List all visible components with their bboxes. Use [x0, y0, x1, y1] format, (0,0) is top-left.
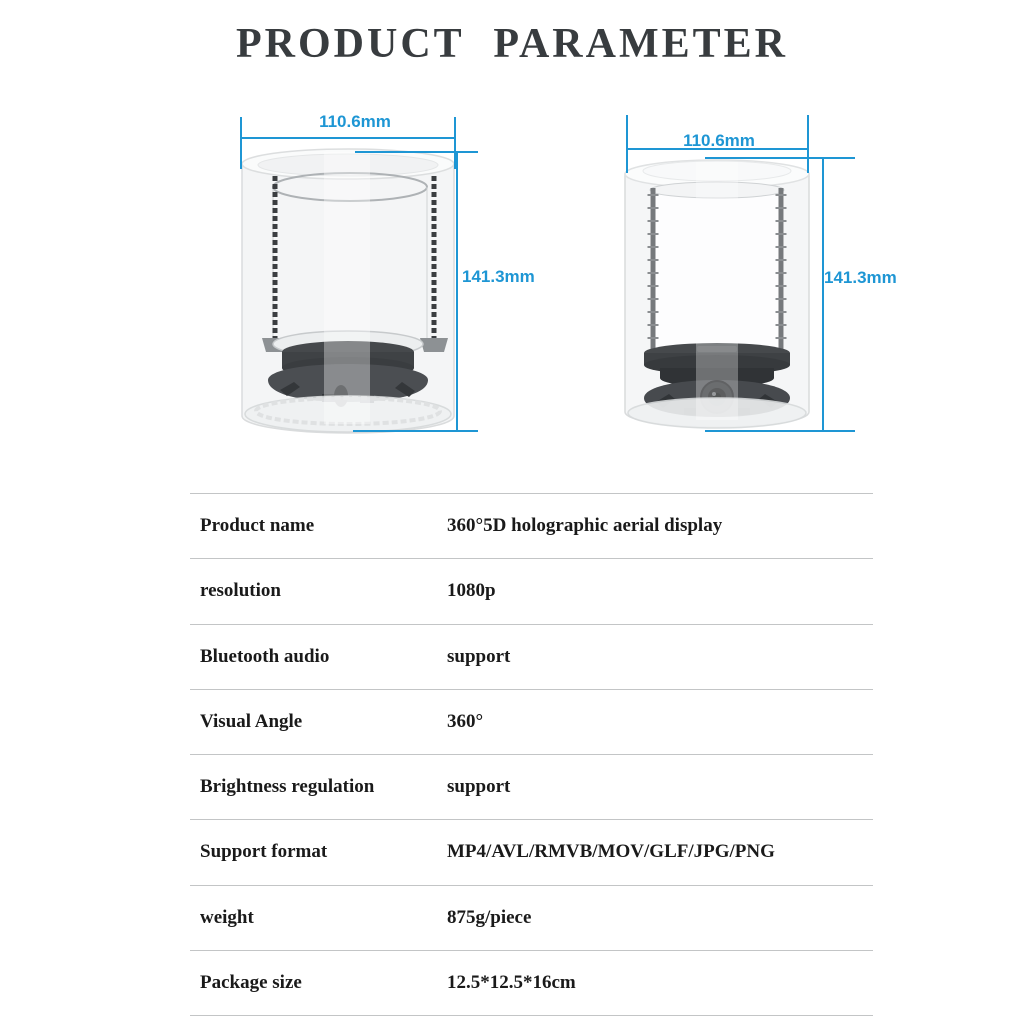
- spec-row-bluetooth-audio: [190, 625, 873, 690]
- spec-label: resolution: [200, 580, 281, 602]
- dim-line: [456, 151, 458, 432]
- spec-table: [190, 493, 873, 1016]
- spec-value: 875g/piece: [447, 906, 532, 928]
- dim-line: [240, 137, 456, 139]
- spec-label: Brightness regulation: [200, 776, 375, 798]
- spec-label: Bluetooth audio: [200, 645, 330, 667]
- spec-row-visual-angle: [190, 690, 873, 755]
- spec-label: weight: [200, 906, 254, 928]
- spec-label: Visual Angle: [200, 710, 303, 732]
- spec-row-brightness-regulation: [190, 755, 873, 820]
- spec-row-support-format: [190, 820, 873, 885]
- dim-height-right-label: 141.3mm: [824, 268, 897, 287]
- spec-value: 360°5D holographic aerial display: [447, 515, 723, 537]
- dim-tick: [240, 117, 242, 169]
- spec-value: 360°: [447, 710, 484, 732]
- product-image-right: [622, 150, 812, 435]
- spec-row-product-name: [190, 494, 873, 559]
- spec-row-weight: [190, 886, 873, 951]
- spec-row-resolution: [190, 559, 873, 624]
- dim-tick: [355, 151, 478, 153]
- spec-label: Support format: [200, 841, 328, 863]
- spec-value: support: [447, 776, 511, 798]
- product-image-left: [238, 138, 458, 438]
- page-title: PRODUCT PARAMETER: [236, 21, 788, 67]
- spec-value: support: [447, 645, 511, 667]
- spec-value: 1080p: [447, 580, 496, 602]
- dim-tick: [705, 157, 855, 159]
- dim-line: [822, 157, 824, 432]
- spec-label: Product name: [200, 515, 315, 537]
- spec-value: MP4/AVL/RMVB/MOV/GLF/JPG/PNG: [447, 841, 775, 863]
- spec-label: Package size: [200, 971, 302, 993]
- dim-tick: [705, 430, 855, 432]
- dim-width-left-label: 110.6mm: [319, 112, 391, 131]
- spec-value: 12.5*12.5*16cm: [447, 971, 576, 993]
- dim-tick: [626, 115, 628, 173]
- dim-tick: [353, 430, 478, 432]
- spec-row-package-size: [190, 951, 873, 1016]
- dim-tick: [807, 115, 809, 173]
- dim-width-right-label: 110.6mm: [683, 131, 755, 150]
- dim-height-left-label: 141.3mm: [462, 267, 535, 286]
